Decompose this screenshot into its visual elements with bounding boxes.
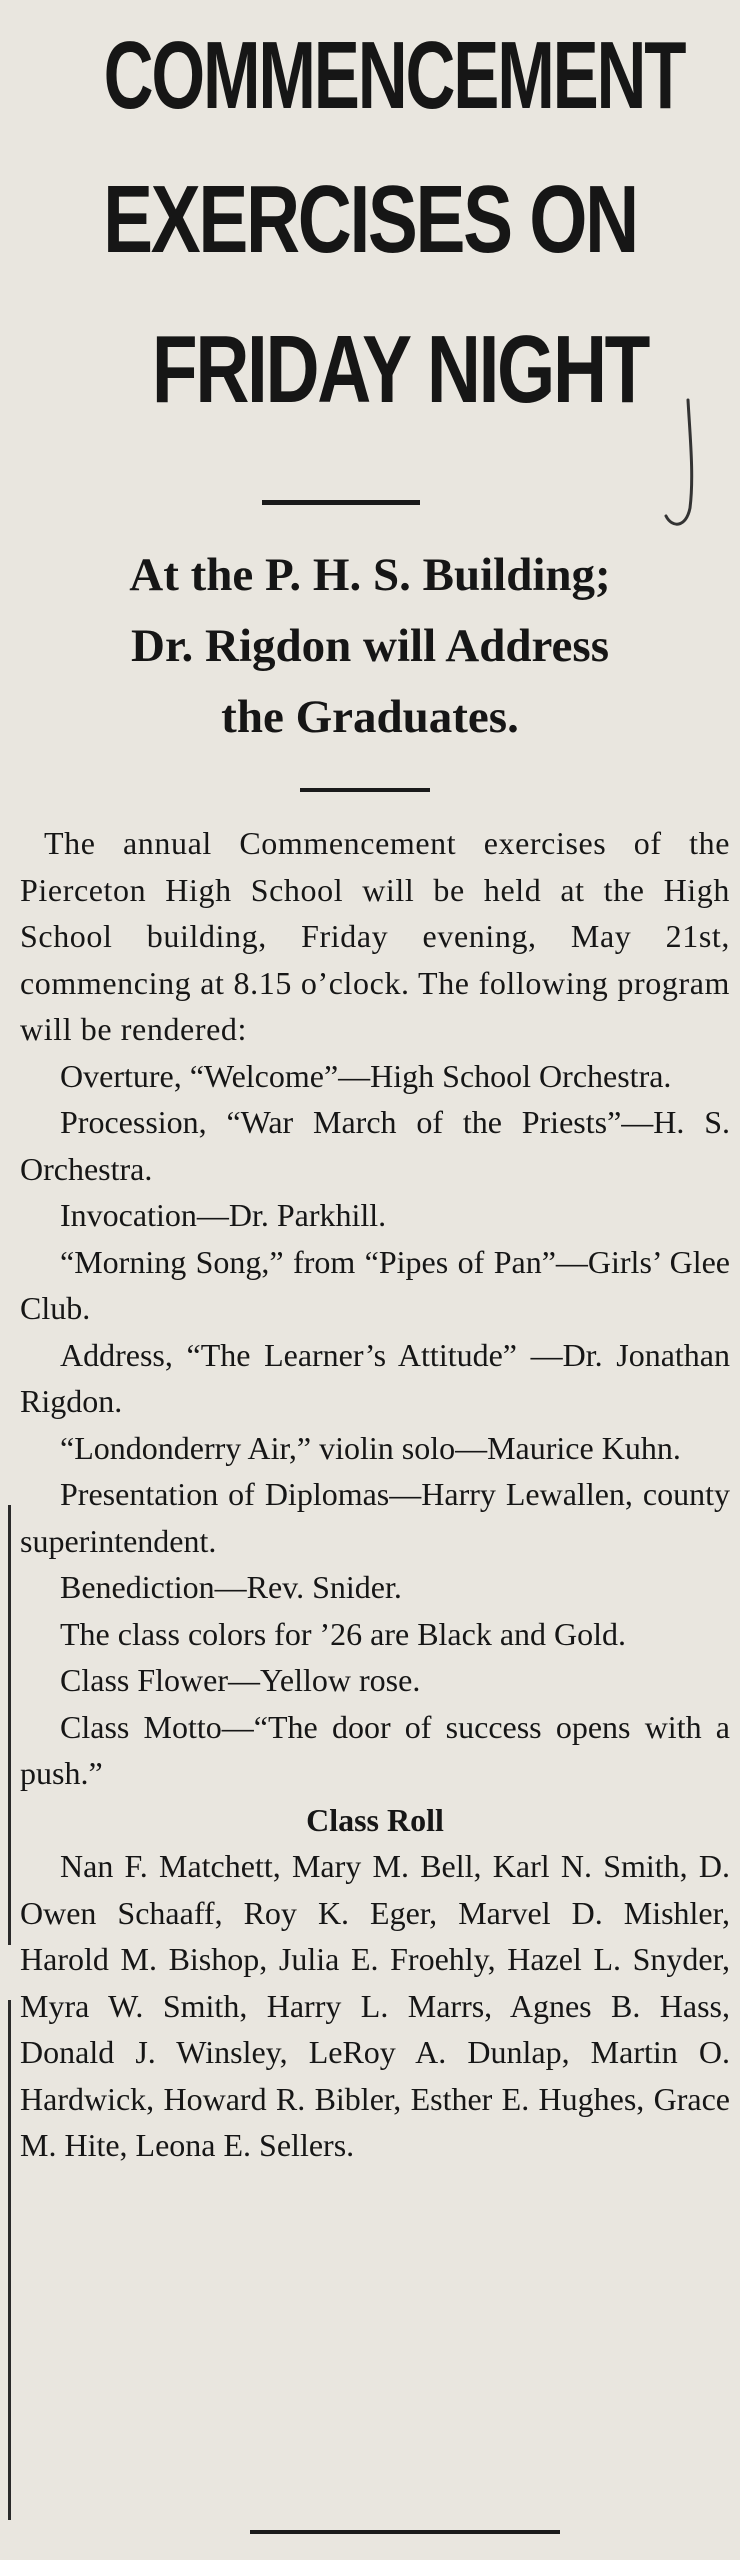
program-item-diplomas: Presentation of Diplomas—Harry Lewallen, county superintendent. bbox=[20, 1476, 730, 1559]
program-item-invocation: Invocation—Dr. Parkhill. bbox=[60, 1197, 387, 1233]
intro-paragraph: The annual Commencement exercises of the Pierceton High School will be held at the High School building, Friday evening, May 21st, commencing at 8.15 o’clock. The following program will be rendered: bbox=[20, 825, 730, 1047]
headline-line-1: COMMENCEMENT bbox=[103, 22, 685, 129]
headline-line-3: FRIDAY NIGHT bbox=[151, 316, 649, 423]
program-item-procession: Procession, “War March of the Priests”—H. S. Orchestra. bbox=[20, 1104, 730, 1187]
subhead-line-2: Dr. Rigdon will Address bbox=[131, 620, 609, 672]
subhead-line-1: At the P. H. S. Building; bbox=[129, 549, 611, 601]
program-item-benediction: Benediction—Rev. Snider. bbox=[60, 1569, 402, 1605]
program-item-overture: Overture, “Welcome”—High School Orchestra. bbox=[60, 1057, 672, 1094]
class-roll-heading: Class Roll bbox=[306, 1801, 444, 1838]
class-roll-names: Nan F. Matchett, Mary M. Bell, Karl N. Smith, D. Owen Schaaff, Roy K. Eger, Marvel D. Mishler, Harold M. Bishop, Julia E. Froehly, Hazel L. Snyder, Myra W. Smith, Harry L. Marrs, Agnes B. Hass, Donald J. Winsley, LeRoy A. Dunlap, Martin O. Hardwick, Howard R. Bibler, Esther E. Hughes, Grace M. Hite, Leona E. Sellers. bbox=[20, 1848, 730, 2163]
class-motto: Class Motto—“The door of success opens with a push.” bbox=[20, 1708, 730, 1791]
program-item-address: Address, “The Learner’s Attitude” —Dr. Jonathan Rigdon. bbox=[20, 1336, 730, 1419]
class-flower: Class Flower—Yellow rose. bbox=[60, 1662, 421, 1698]
subhead-divider bbox=[300, 788, 430, 792]
end-rule bbox=[250, 2530, 560, 2534]
headline-line-2: EXERCISES ON bbox=[103, 166, 637, 273]
margin-mark bbox=[8, 2000, 11, 2520]
program-item-violin-solo: “Londonderry Air,” violin solo—Maurice Kuhn. bbox=[60, 1429, 681, 1466]
subhead-line-3: the Graduates. bbox=[221, 691, 519, 743]
article-body bbox=[20, 820, 730, 2169]
margin-mark bbox=[8, 1505, 11, 1945]
class-colors: The class colors for ’26 are Black and Gold. bbox=[60, 1615, 627, 1652]
pencil-mark bbox=[660, 396, 700, 536]
program-item-morning-song: “Morning Song,” from “Pipes of Pan”—Girls’ Glee Club. bbox=[20, 1243, 730, 1326]
subheadline bbox=[0, 540, 740, 753]
headline-divider bbox=[262, 500, 420, 505]
